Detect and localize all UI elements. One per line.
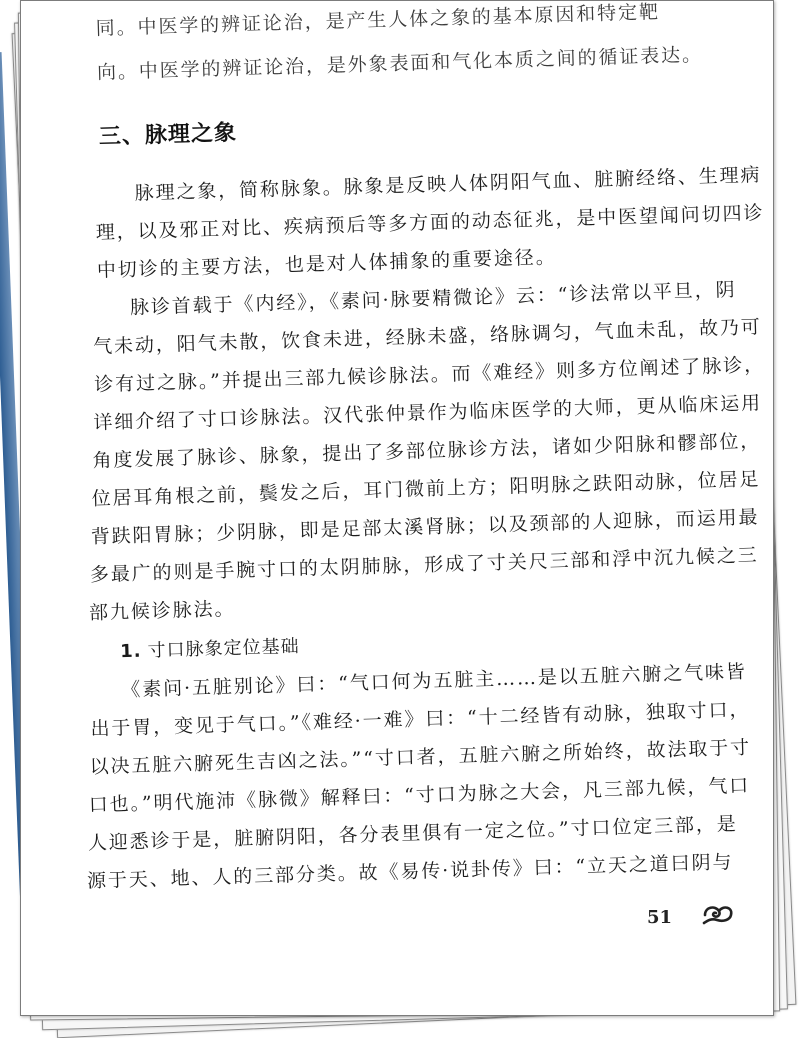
text-line: 诊有过之脉。”并提出三部九候诊脉法。而《难经》则多方位阐述了脉诊，	[93, 354, 766, 396]
page-content	[20, 0, 774, 1016]
text-line: 脉诊首载于《内经》，《素问·脉要精微论》云：“诊法常以平旦，阴	[129, 278, 737, 319]
subsection-number: 1.	[119, 640, 142, 663]
page-number: 51	[647, 907, 673, 928]
cloud-scroll-icon	[701, 901, 735, 927]
text-line: 人迎悉诊于是，脏腑阴阳，各分表里俱有一定之位。”寸口位定三部，是	[87, 813, 738, 855]
text-line: 以决五脏六腑死生吉凶之法。”“寸口者，五脏六腑之所始终，故法取于寸	[89, 736, 752, 779]
text-line: 多最广的则是手腕寸口的太阴肺脉，形成了寸关尺三部和浮中沉九候之三	[89, 544, 759, 587]
subsection-title: 寸口脉象定位基础	[147, 635, 300, 662]
text-line: 位居耳角根之前，鬓发之后，耳门微前上方；阳明脉之趺阳动脉，位居足	[91, 468, 761, 511]
text-line: 源于天、地、人的三部分类。故《易传·说卦传》曰：“立天之道曰阴与	[86, 851, 734, 893]
text-line: 《素问·五脏别论》曰：“气口何为五脏主……是以五脏六腑之气味皆	[121, 660, 748, 702]
subsection-heading	[120, 632, 300, 663]
text-line: 向。中医学的辨证论治，是外象表面和气化本质之间的循证表达。	[96, 43, 704, 84]
text-line: 部九候诊脉法。	[88, 597, 236, 625]
text-line: 气未动，阳气未散，饮食未进，经脉未盛，络脉调匀，气血未乱，故乃可	[92, 316, 763, 358]
text-line: 中切诊的主要方法，也是对人体捕象的重要途径。	[96, 246, 557, 282]
text-line: 同。中医学的辨证论治，是产生人体之象的基本原因和特定靶	[95, 1, 661, 40]
text-line: 详细介绍了寸口诊脉法。汉代张仲景作为临床医学的大师，更从临床运用	[93, 392, 763, 434]
text-line: 脉理之象，简称脉象。脉象是反映人体阴阳气血、脏腑经络、生理病	[134, 164, 762, 205]
text-line: 出于胃，变见于气口。”《难经·一难》曰：“十二经皆有动脉，独取寸口，	[90, 698, 751, 741]
book-page	[20, 0, 774, 1016]
text-line: 口也。”明代施沛《脉微》解释曰：“寸口为脉之大会，凡三部九候，气口	[88, 774, 751, 817]
text-line: 理，以及邪正对比、疾病预后等多方面的动态征兆，是中医望闻问切四诊	[95, 201, 765, 244]
text-line: 角度发展了脉诊、脉象，提出了多部位脉诊方法，诸如少阳脉和髎部位，	[92, 430, 762, 473]
text-line: 背趺阳胃脉；少阴脉，即是足部太溪肾脉；以及颈部的人迎脉，而运用最	[90, 506, 760, 549]
section-heading: 三、脉理之象	[98, 120, 238, 150]
